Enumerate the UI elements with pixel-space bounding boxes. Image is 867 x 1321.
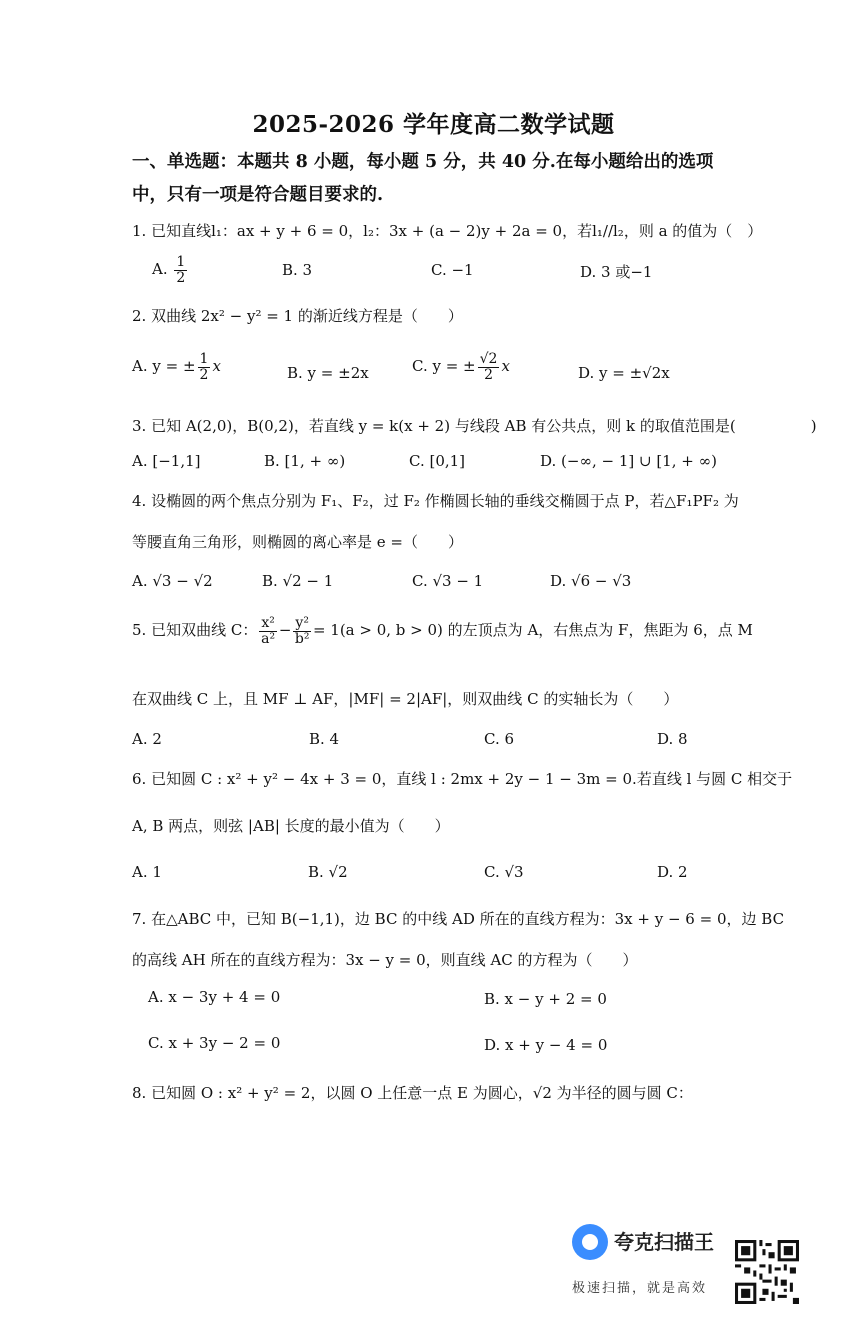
question-7-stem-line1: 7. 在△ABC 中，已知 B(−1,1)，边 BC 的中线 AD 所在的直线方程为：3x + y − 6 = 0，边 BC bbox=[132, 910, 785, 928]
q6-option-c: C. √3 bbox=[484, 863, 524, 881]
question-7-stem-line2: 的高线 AH 所在的直线方程为：3x − y = 0，则直线 AC 的方程为（ ） bbox=[132, 951, 638, 969]
q5-option-c: C. 6 bbox=[484, 730, 515, 748]
q4-option-a: A. √3 − √2 bbox=[132, 572, 213, 590]
q3-option-c: C. [0,1] bbox=[409, 452, 466, 470]
question-4-stem-line2: 等腰直角三角形，则椭圆的离心率是 e =（ ） bbox=[132, 533, 463, 551]
q2-option-b: B. y = ±2x bbox=[287, 364, 369, 382]
q5-fraction-y: $\frac{\text{y²}}{\text{b²}}$ bbox=[294, 615, 310, 647]
q6-option-d: D. 2 bbox=[657, 863, 688, 881]
q6-option-a: A. 1 bbox=[132, 863, 162, 881]
q4-option-d: D. √6 − √3 bbox=[550, 572, 632, 590]
q1-option-b: B. 3 bbox=[282, 261, 313, 279]
question-5-stem-line1: 5. 已知双曲线 C： $\frac{\text{x²}}{\text{a²}}$ − $\frac{\text{y²}}{\text{b²}}$ = 1(a > 0, b > 0) 的左顶点为 A，右焦点为 F，焦距为 6，点 M bbox=[132, 615, 753, 647]
q3-option-a: A. [−1,1] bbox=[132, 452, 201, 470]
q2-option-a: A. y = ± $\frac{1}{2}$ x bbox=[132, 351, 221, 383]
q1-option-a-label: A. bbox=[152, 260, 168, 279]
q5-fraction-x: $\frac{\text{x²}}{\text{a²}}$ bbox=[261, 615, 276, 647]
q1-option-d: D. 3 或−1 bbox=[580, 263, 653, 281]
q7-option-c: C. x + 3y − 2 = 0 bbox=[148, 1034, 281, 1052]
q4-option-c: C. √3 − 1 bbox=[412, 572, 484, 590]
question-1-stem: 1. 已知直线l₁：ax + y + 6 = 0，l₂：3x + (a − 2)y + 2a = 0，若l₁//l₂，则 a 的值为（ ） bbox=[132, 222, 763, 240]
q4-option-b: B. √2 − 1 bbox=[262, 572, 334, 590]
q7-option-d: D. x + y − 4 = 0 bbox=[484, 1036, 608, 1054]
q1-option-c: C. −1 bbox=[431, 261, 474, 279]
page-title: 2025-2026 学年度高二数学试题 bbox=[252, 111, 615, 138]
scanner-watermark bbox=[572, 1224, 742, 1304]
question-2-stem: 2. 双曲线 2x² − y² = 1 的渐近线方程是（ ） bbox=[132, 307, 463, 325]
q3-option-b: B. [1, + ∞) bbox=[264, 452, 346, 470]
q1-option-a-fraction: $\frac{1}{2}$ bbox=[176, 254, 186, 286]
qr-code-icon bbox=[735, 1240, 799, 1304]
watermark-tagline: 极速扫描，就是高效 bbox=[572, 1281, 708, 1296]
q7-option-b: B. x − y + 2 = 0 bbox=[484, 990, 607, 1008]
question-3-stem: 3. 已知 A(2,0)，B(0,2)，若直线 y = k(x + 2) 与线段 AB 有公共点，则 k 的取值范围是( ) bbox=[132, 417, 817, 435]
scanner-logo-icon bbox=[572, 1224, 608, 1260]
watermark-name: 夸克扫描王 bbox=[614, 1230, 714, 1254]
q5-option-d: D. 8 bbox=[657, 730, 688, 748]
section-heading: 一、单选题：本题共 8 小题，每小题 5 分，共 40 分.在每小题给出的选项中，只有一项是符合题目要求的. bbox=[132, 152, 714, 205]
question-4-stem-line1: 4. 设椭圆的两个焦点分别为 F₁、F₂，过 F₂ 作椭圆长轴的垂线交椭圆于点 P，若△F₁PF₂ 为 bbox=[132, 492, 739, 510]
q2-option-d: D. y = ±√2x bbox=[578, 364, 670, 382]
q5-option-b: B. 4 bbox=[309, 730, 340, 748]
q7-option-a: A. x − 3y + 4 = 0 bbox=[148, 988, 281, 1006]
question-8-stem-line1: 8. 已知圆 O : x² + y² = 2，以圆 O 上任意一点 E 为圆心，√2 为半径的圆与圆 C： bbox=[132, 1084, 693, 1102]
q3-option-d: D. (−∞, − 1] ∪ [1, + ∞) bbox=[540, 452, 717, 470]
question-5-stem-line2: 在双曲线 C 上，且 MF ⊥ AF，|MF| = 2|AF|，则双曲线 C 的实轴长为（ ） bbox=[132, 690, 679, 708]
q2-option-c: C. y = ± $\frac{√2}{2}$ x bbox=[412, 351, 510, 383]
question-6-stem-line1: 6. 已知圆 C : x² + y² − 4x + 3 = 0，直线 l : 2mx + 2y − 1 − 3m = 0.若直线 l 与圆 C 相交于 bbox=[132, 770, 793, 788]
q1-option-a bbox=[152, 255, 189, 285]
q5-option-a: A. 2 bbox=[132, 730, 162, 748]
question-6-stem-line2: A, B 两点，则弦 |AB| 长度的最小值为（ ） bbox=[132, 817, 450, 835]
q6-option-b: B. √2 bbox=[308, 863, 348, 881]
